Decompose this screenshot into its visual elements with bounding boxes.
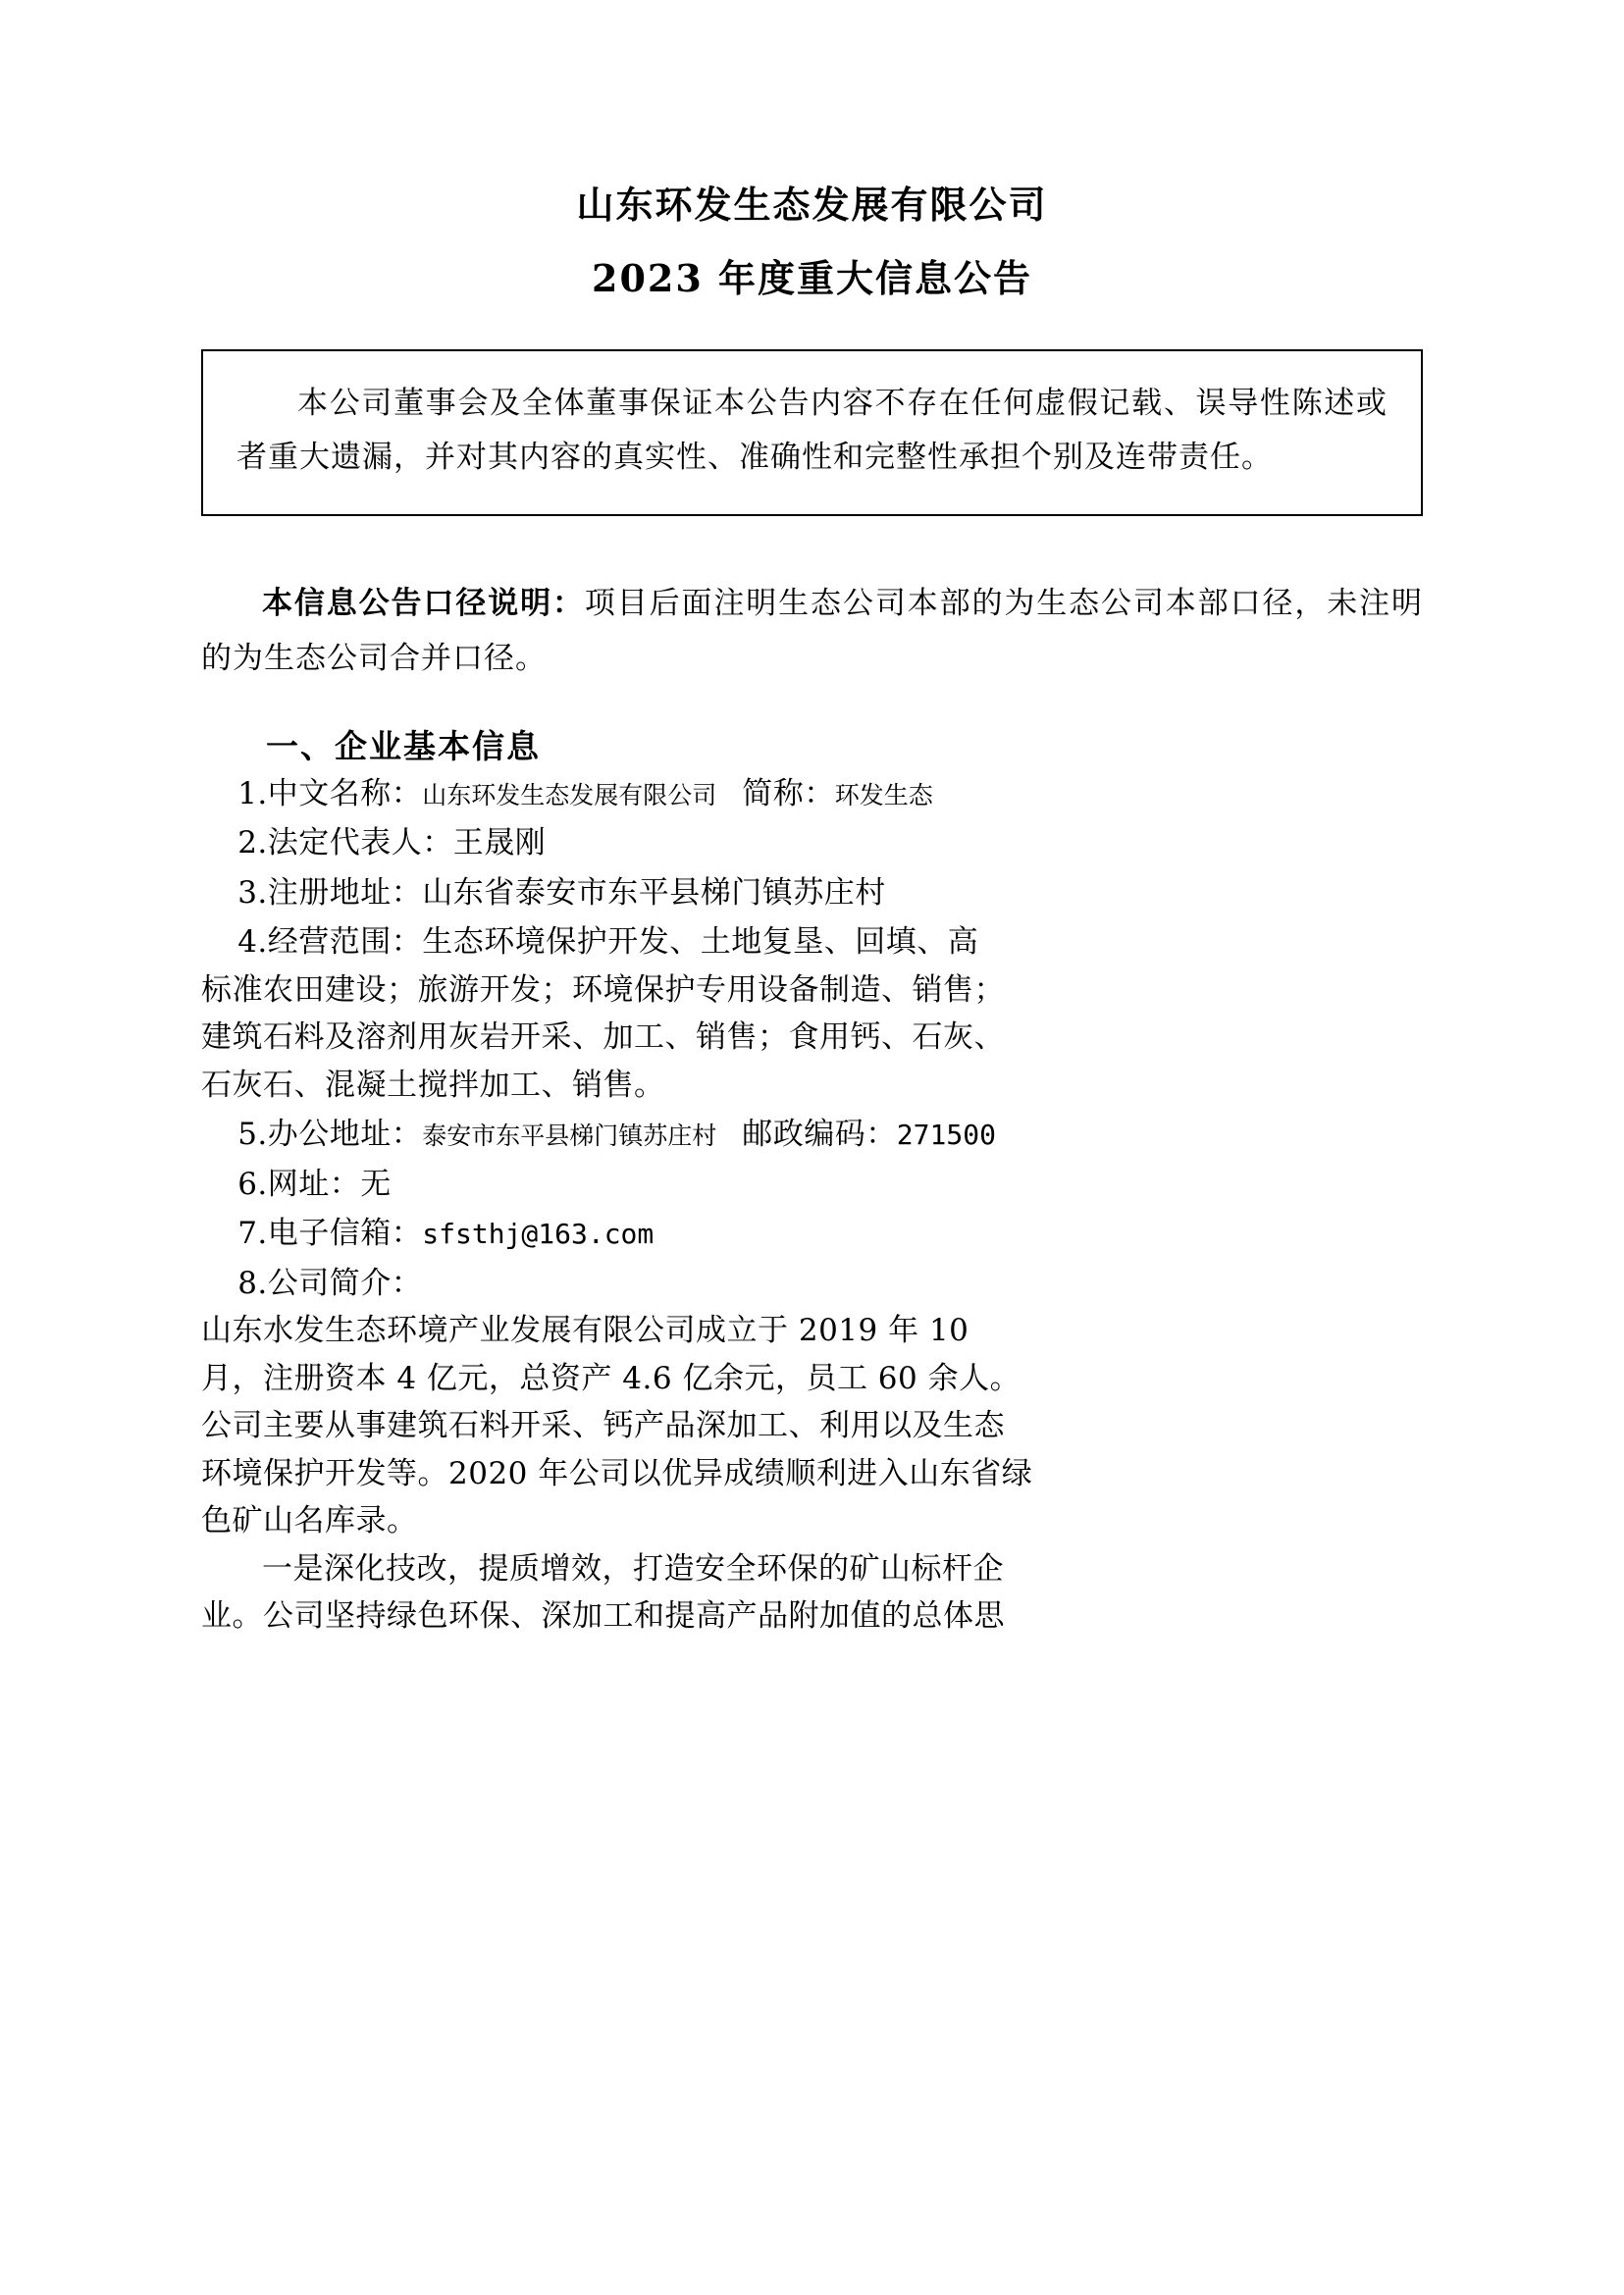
board-statement-text: 本公司董事会及全体董事保证本公告内容不存在任何虚假记载、误导性陈述或者重大遗漏，并对其内容的真实性、准确性和完整性承担个别及连带责任。 <box>236 386 1388 476</box>
profile-paragraph1-line3: 公司主要从事建筑石料开采、钙产品深加工、利用以及生态 <box>201 1408 1005 1444</box>
item-company-profile-label: 8.公司简介： <box>237 1265 423 1301</box>
item-business-scope-line4: 石灰石、混凝土搅拌加工、销售。 <box>201 1067 665 1103</box>
item-office-address-label: 5.办公地址： <box>237 1117 423 1153</box>
caliber-statement <box>201 577 1423 685</box>
item-postal-code-label: 邮政编码： <box>742 1117 897 1153</box>
section-heading-basic-info: 一、企业基本信息 <box>266 726 541 765</box>
item-office-address-value: 泰安市东平县梯门镇苏庄村 <box>422 1121 717 1151</box>
item-website: 6.网址：无 <box>237 1166 392 1202</box>
item-postal-code-value: 271500 <box>896 1119 996 1152</box>
board-statement-box <box>201 349 1423 516</box>
item-business-scope-line1: 4.经营范围：生态环境保护开发、土地复垦、回填、高 <box>237 924 979 961</box>
item-business-scope-line3: 建筑石料及溶剂用灰岩开采、加工、销售；食用钙、石灰、 <box>201 1019 1005 1056</box>
item-legal-representative: 2.法定代表人：王晟刚 <box>237 825 547 861</box>
item-email-value: sfsthj@163.com <box>422 1218 655 1251</box>
item-chinese-name-label: 1.中文名称： <box>237 775 423 811</box>
item-chinese-name <box>201 771 1423 817</box>
item-office-address <box>201 1112 1423 1158</box>
document-title-line2: 2023 年度重大信息公告 <box>592 256 1032 300</box>
item-business-scope-line2: 标准农田建设；旅游开发；环境保护专用设备制造、销售； <box>201 971 1005 1008</box>
profile-paragraph1-line4: 环境保护开发等。2020 年公司以优异成绩顺利进入山东省绿 <box>201 1455 1033 1491</box>
item-email-label: 7.电子信箱： <box>237 1216 423 1252</box>
item-alias-value: 环发生态 <box>834 780 933 809</box>
item-email <box>201 1211 1423 1257</box>
item-registered-address: 3.注册地址：山东省泰安市东平县梯门镇苏庄村 <box>237 874 886 911</box>
profile-paragraph1-line2: 月，注册资本 4 亿元，总资产 4.6 亿余元，员工 60 余人。 <box>201 1360 1022 1396</box>
document-title-line1: 山东环发生态发展有限公司 <box>576 183 1048 227</box>
caliber-statement-label: 本信息公告口径说明： <box>262 586 585 622</box>
profile-paragraph2-line2: 业。公司坚持绿色环保、深加工和提高产品附加值的总体思 <box>201 1598 1005 1635</box>
caliber-statement-text: 项目后面注明生态公司本部的为生态公司本部口径，未注明的为生态公司合并口径。 <box>201 586 1423 676</box>
profile-paragraph1-line5: 色矿山名库录。 <box>201 1503 418 1539</box>
profile-paragraph2-line1: 一是深化技改，提质增效，打造安全环保的矿山标杆企 <box>262 1550 1004 1587</box>
item-alias-label: 简称： <box>742 775 835 811</box>
profile-paragraph1-line1: 山东水发生态环境产业发展有限公司成立于 2019 年 10 <box>201 1313 969 1349</box>
item-chinese-name-value: 山东环发生态发展有限公司 <box>422 780 717 809</box>
